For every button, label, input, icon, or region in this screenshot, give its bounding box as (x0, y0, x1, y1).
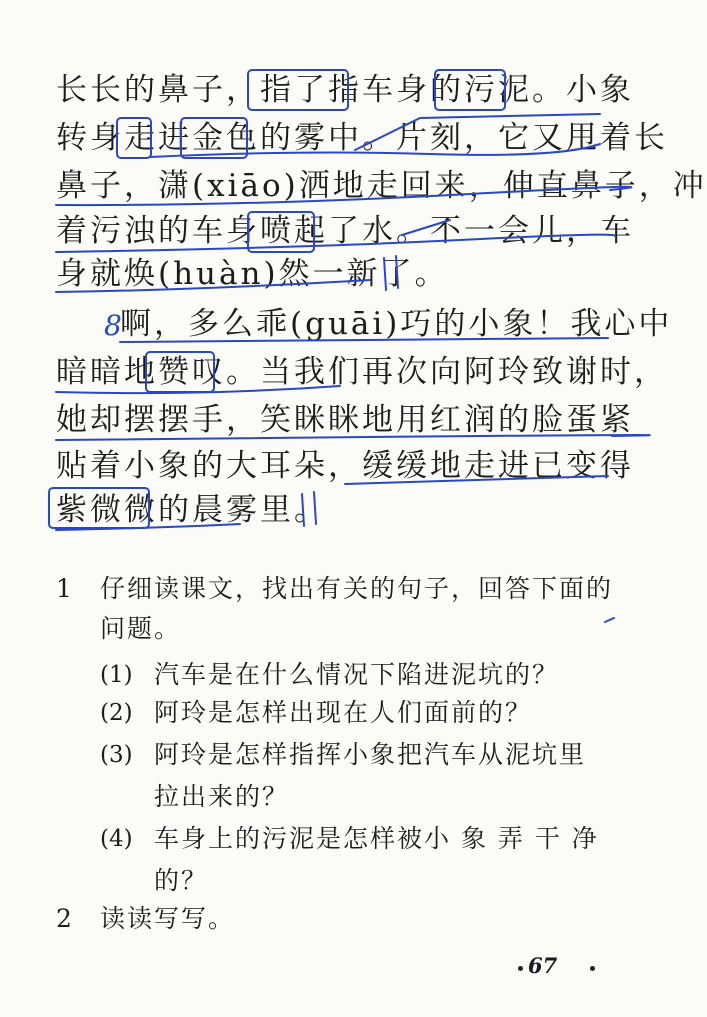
margin-tick-mark (605, 618, 614, 622)
passage-line: 紫微微的晨雾里。 (56, 492, 328, 528)
passage-line: 身就焕(huàn)然一新了。 (56, 256, 449, 292)
page-number-dot (590, 966, 595, 971)
sub-question-text: 车身上的污泥是怎样被小 象 弄 干 净 (154, 824, 599, 853)
passage-line: 贴着小象的大耳朵，缓缓地走进已变得 (56, 448, 634, 484)
passage-line: 转身走进金色的雾中。片刻，它又甩着长 (56, 120, 668, 156)
passage-line: 啊，多么乖(guāi)巧的小象！我心中 (120, 306, 673, 342)
passage-line: 她却摆摆手，笑眯眯地用红润的脸蛋紧 (56, 402, 634, 438)
sub-question-text: 阿玲是怎样指挥小象把汽车从泥坑里 (154, 740, 587, 769)
sub-question-number: (1) (100, 662, 133, 688)
question-text: 读读写写。 (100, 904, 236, 933)
question-number: 1 (56, 574, 72, 603)
sub-question-number: (2) (100, 700, 133, 726)
sub-question-text: 拉出来的？ (154, 782, 290, 811)
sub-question-number: (4) (100, 826, 133, 852)
passage-line: 长长的鼻子，指了指车身的污泥。小象 (56, 72, 634, 108)
question-number: 2 (56, 904, 72, 933)
passage-line: 着污浊的车身喷起了水。不一会儿，车 (56, 213, 634, 249)
passage-line: 暗暗地赞叹。当我们再次向阿玲致谢时， (56, 354, 668, 390)
page-number: 67 (528, 953, 558, 978)
question-text: 问题。 (100, 614, 182, 643)
paragraph-number-mark: 8 (104, 309, 122, 342)
sub-question-number: (3) (100, 742, 133, 768)
passage-line: 鼻子，潇(xiāo)洒地走回来，伸直鼻子，冲 (56, 168, 707, 204)
sub-question-text: 阿玲是怎样出现在人们面前的？ (154, 698, 533, 727)
sub-question-text: 的？ (154, 866, 209, 895)
sub-question-text: 汽车是在什么情况下陷进泥坑的？ (154, 660, 560, 689)
page-number-dot (518, 966, 523, 971)
question-text: 仔细读课文，找出有关的句子，回答下面的 (100, 574, 614, 603)
